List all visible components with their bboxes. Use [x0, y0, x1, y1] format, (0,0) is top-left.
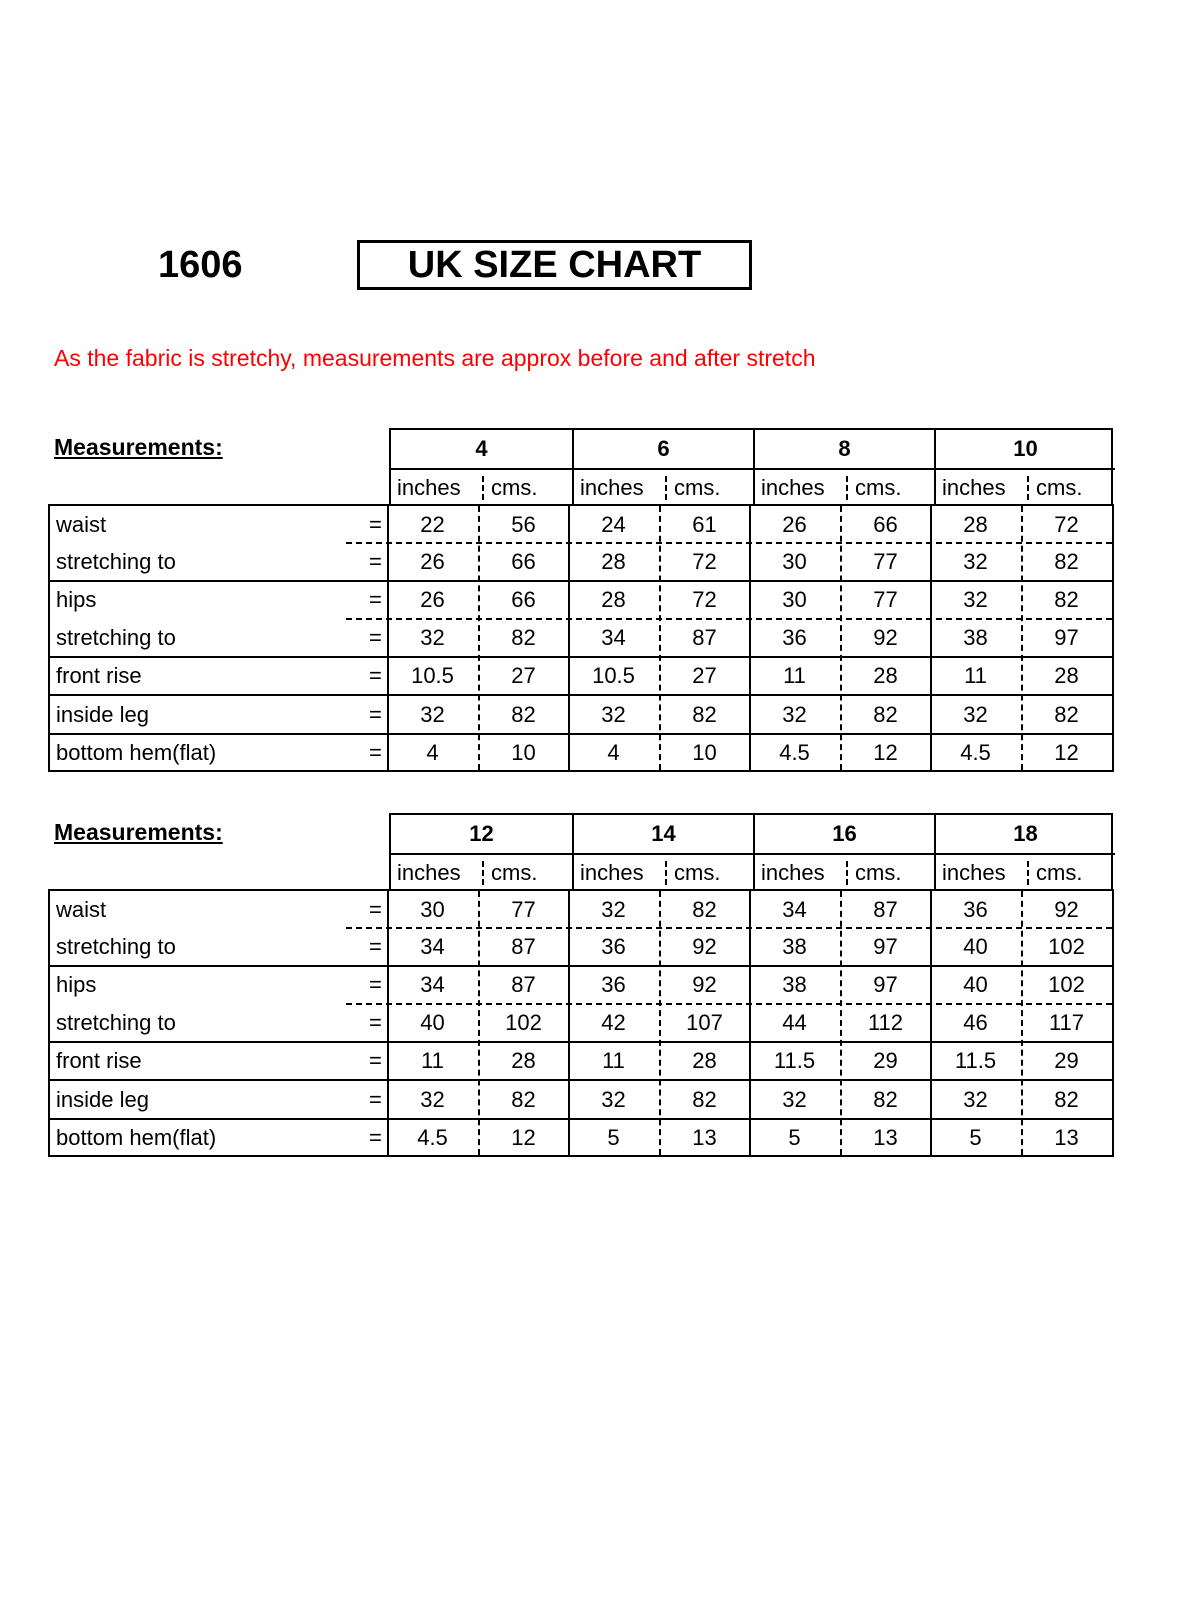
- table-row: [50, 734, 1112, 772]
- size-column-18: [934, 815, 1115, 891]
- row-label: hips: [56, 587, 97, 612]
- value-cms: 72: [692, 587, 717, 612]
- value-cms: 87: [692, 625, 717, 650]
- style-code: 1606: [158, 244, 243, 286]
- value-cms: 29: [873, 1048, 898, 1073]
- value-inches: 10.5: [411, 663, 454, 688]
- unit-inches-label: inches: [397, 475, 461, 500]
- value-cms: 61: [692, 512, 717, 537]
- unit-cms-label: cms.: [855, 860, 902, 885]
- chart-title-box: [357, 240, 752, 290]
- table-row: [50, 657, 1112, 695]
- value-cms: 97: [873, 972, 898, 997]
- unit-divider: [1027, 476, 1029, 500]
- value-inches: 30: [782, 549, 807, 574]
- value-cms: 56: [511, 512, 536, 537]
- unit-divider: [665, 476, 667, 500]
- size-header: [389, 813, 1113, 891]
- value-cms: 13: [873, 1125, 898, 1150]
- equals-sign: =: [369, 625, 382, 650]
- table-row: [50, 581, 1112, 619]
- value-cms: 12: [873, 740, 898, 765]
- value-inches: 4.5: [417, 1125, 448, 1150]
- size-label: 6: [574, 430, 753, 470]
- table-row: [50, 543, 1112, 581]
- value-inches: 40: [420, 1010, 445, 1035]
- unit-cms-label: cms.: [674, 475, 721, 500]
- size-column-6: [572, 430, 753, 506]
- measurement-table: [48, 813, 1114, 1163]
- value-inches: 4: [426, 740, 439, 765]
- value-inches: 11.5: [773, 1048, 816, 1073]
- size-label: 18: [936, 815, 1115, 855]
- value-inches: 26: [420, 549, 445, 574]
- value-inches: 36: [782, 625, 807, 650]
- table-row: [50, 1080, 1112, 1119]
- value-cms: 102: [1048, 972, 1085, 997]
- value-inches: 38: [963, 625, 988, 650]
- value-cms: 82: [692, 702, 717, 727]
- value-inches: 36: [601, 972, 626, 997]
- equals-sign: =: [369, 1125, 382, 1150]
- measurements-label: Measurements:: [54, 819, 223, 845]
- unit-inches-label: inches: [761, 860, 825, 885]
- size-label: 12: [391, 815, 572, 855]
- value-cms: 82: [511, 625, 536, 650]
- value-cms: 77: [511, 897, 536, 922]
- table-row: [50, 619, 1112, 657]
- unit-inches-label: inches: [397, 860, 461, 885]
- equals-sign: =: [369, 587, 382, 612]
- size-label: 14: [574, 815, 753, 855]
- value-inches: 11.5: [954, 1048, 997, 1073]
- value-inches: 44: [782, 1010, 807, 1035]
- unit-divider: [846, 476, 848, 500]
- table-row: [50, 1042, 1112, 1080]
- value-cms: 29: [1054, 1048, 1079, 1073]
- unit-inches-label: inches: [580, 860, 644, 885]
- size-header: [389, 428, 1113, 506]
- unit-divider: [482, 861, 484, 885]
- value-inches: 32: [963, 702, 988, 727]
- equals-sign: =: [369, 663, 382, 688]
- unit-cms-label: cms.: [674, 860, 721, 885]
- value-cms: 12: [1054, 740, 1079, 765]
- value-inches: 26: [782, 512, 807, 537]
- value-inches: 40: [963, 934, 988, 959]
- value-cms: 72: [692, 549, 717, 574]
- table-row: [50, 506, 1112, 543]
- value-inches: 32: [782, 1087, 807, 1112]
- chart-title: UK SIZE CHART: [407, 243, 702, 286]
- measurement-table: [48, 428, 1114, 778]
- value-inches: 11: [783, 663, 806, 688]
- value-cms: 82: [511, 702, 536, 727]
- value-cms: 28: [873, 663, 898, 688]
- value-cms: 87: [873, 897, 898, 922]
- value-inches: 11: [964, 663, 987, 688]
- size-column-4: [391, 430, 572, 506]
- unit-inches-label: inches: [942, 860, 1006, 885]
- size-label: 8: [755, 430, 934, 470]
- value-cms: 66: [511, 549, 536, 574]
- value-cms: 27: [511, 663, 536, 688]
- value-cms: 13: [1054, 1125, 1079, 1150]
- value-cms: 102: [505, 1010, 542, 1035]
- value-inches: 32: [601, 897, 626, 922]
- value-cms: 77: [873, 549, 898, 574]
- value-inches: 32: [963, 1087, 988, 1112]
- row-label: inside leg: [56, 1087, 149, 1112]
- table-row: [50, 891, 1112, 928]
- value-cms: 92: [873, 625, 898, 650]
- value-cms: 117: [1048, 1010, 1085, 1035]
- unit-inches-label: inches: [580, 475, 644, 500]
- value-inches: 40: [963, 972, 988, 997]
- size-column-14: [572, 815, 753, 891]
- value-inches: 32: [963, 587, 988, 612]
- measurement-body: [48, 889, 1114, 1157]
- unit-divider: [665, 861, 667, 885]
- value-inches: 26: [420, 587, 445, 612]
- value-inches: 11: [602, 1048, 625, 1073]
- size-column-12: [391, 815, 572, 891]
- unit-inches-label: inches: [942, 475, 1006, 500]
- value-inches: 30: [782, 587, 807, 612]
- value-inches: 32: [420, 1087, 445, 1112]
- table-row: [50, 966, 1112, 1004]
- value-cms: 28: [692, 1048, 717, 1073]
- value-cms: 92: [692, 972, 717, 997]
- row-label: stretching to: [56, 934, 176, 959]
- row-label: front rise: [56, 663, 142, 688]
- table-row: [50, 1119, 1112, 1157]
- value-cms: 87: [511, 972, 536, 997]
- value-inches: 32: [782, 702, 807, 727]
- equals-sign: =: [369, 549, 382, 574]
- table-row: [50, 928, 1112, 966]
- value-inches: 34: [601, 625, 626, 650]
- value-inches: 32: [963, 549, 988, 574]
- value-inches: 36: [601, 934, 626, 959]
- equals-sign: =: [369, 972, 382, 997]
- value-cms: 112: [867, 1010, 904, 1035]
- value-inches: 22: [420, 512, 445, 537]
- value-cms: 10: [692, 740, 717, 765]
- value-inches: 34: [420, 972, 445, 997]
- value-cms: 27: [692, 663, 717, 688]
- size-label: 4: [391, 430, 572, 470]
- value-cms: 107: [686, 1010, 723, 1035]
- measurements-label: Measurements:: [54, 434, 223, 460]
- row-label: inside leg: [56, 702, 149, 727]
- unit-divider: [846, 861, 848, 885]
- value-inches: 30: [420, 897, 445, 922]
- row-label: waist: [56, 897, 107, 922]
- value-inches: 4: [607, 740, 620, 765]
- value-inches: 5: [607, 1125, 620, 1150]
- value-inches: 28: [963, 512, 988, 537]
- value-cms: 97: [873, 934, 898, 959]
- value-inches: 32: [601, 702, 626, 727]
- equals-sign: =: [369, 1048, 382, 1073]
- unit-inches-label: inches: [761, 475, 825, 500]
- value-cms: 92: [692, 934, 717, 959]
- size-column-16: [753, 815, 934, 891]
- value-cms: 12: [511, 1125, 536, 1150]
- equals-sign: =: [369, 934, 382, 959]
- value-cms: 10: [511, 740, 536, 765]
- row-label: stretching to: [56, 625, 176, 650]
- size-column-10: [934, 430, 1115, 506]
- value-inches: 42: [601, 1010, 626, 1035]
- value-inches: 38: [782, 934, 807, 959]
- value-inches: 28: [601, 549, 626, 574]
- value-inches: 4.5: [960, 740, 991, 765]
- value-cms: 82: [1054, 702, 1079, 727]
- unit-cms-label: cms.: [491, 860, 538, 885]
- equals-sign: =: [369, 1087, 382, 1112]
- value-cms: 82: [692, 1087, 717, 1112]
- value-cms: 82: [873, 1087, 898, 1112]
- value-inches: 46: [963, 1010, 988, 1035]
- value-cms: 82: [1054, 549, 1079, 574]
- value-cms: 82: [1054, 1087, 1079, 1112]
- row-label: waist: [56, 512, 107, 537]
- value-inches: 32: [601, 1087, 626, 1112]
- equals-sign: =: [369, 897, 382, 922]
- value-inches: 38: [782, 972, 807, 997]
- row-label: hips: [56, 972, 97, 997]
- value-inches: 5: [788, 1125, 801, 1150]
- size-label: 10: [936, 430, 1115, 470]
- row-label: stretching to: [56, 549, 176, 574]
- value-cms: 82: [873, 702, 898, 727]
- unit-divider: [482, 476, 484, 500]
- value-inches: 34: [420, 934, 445, 959]
- value-cms: 72: [1054, 512, 1079, 537]
- value-cms: 102: [1048, 934, 1085, 959]
- value-cms: 66: [511, 587, 536, 612]
- value-cms: 82: [511, 1087, 536, 1112]
- value-inches: 34: [782, 897, 807, 922]
- equals-sign: =: [369, 1010, 382, 1035]
- value-inches: 5: [969, 1125, 982, 1150]
- equals-sign: =: [369, 702, 382, 727]
- value-inches: 4.5: [779, 740, 810, 765]
- unit-cms-label: cms.: [855, 475, 902, 500]
- value-cms: 82: [1054, 587, 1079, 612]
- value-cms: 97: [1054, 625, 1079, 650]
- unit-cms-label: cms.: [491, 475, 538, 500]
- table-row: [50, 1004, 1112, 1042]
- equals-sign: =: [369, 740, 382, 765]
- unit-cms-label: cms.: [1036, 475, 1083, 500]
- size-label: 16: [755, 815, 934, 855]
- value-inches: 32: [420, 625, 445, 650]
- value-inches: 32: [420, 702, 445, 727]
- value-cms: 77: [873, 587, 898, 612]
- measurement-body: [48, 504, 1114, 772]
- value-cms: 82: [692, 897, 717, 922]
- size-column-8: [753, 430, 934, 506]
- value-inches: 10.5: [592, 663, 635, 688]
- value-inches: 36: [963, 897, 988, 922]
- row-label: bottom hem(flat): [56, 740, 217, 765]
- row-label: stretching to: [56, 1010, 176, 1035]
- value-cms: 87: [511, 934, 536, 959]
- value-cms: 92: [1054, 897, 1079, 922]
- value-cms: 28: [1054, 663, 1079, 688]
- stretch-note: As the fabric is stretchy, measurements are approx before and after stretch: [54, 345, 816, 371]
- value-cms: 66: [873, 512, 898, 537]
- unit-cms-label: cms.: [1036, 860, 1083, 885]
- value-inches: 11: [421, 1048, 444, 1073]
- value-cms: 28: [511, 1048, 536, 1073]
- unit-divider: [1027, 861, 1029, 885]
- table-row: [50, 695, 1112, 734]
- value-inches: 28: [601, 587, 626, 612]
- value-inches: 24: [601, 512, 626, 537]
- equals-sign: =: [369, 512, 382, 537]
- value-cms: 13: [692, 1125, 717, 1150]
- row-label: front rise: [56, 1048, 142, 1073]
- row-label: bottom hem(flat): [56, 1125, 217, 1150]
